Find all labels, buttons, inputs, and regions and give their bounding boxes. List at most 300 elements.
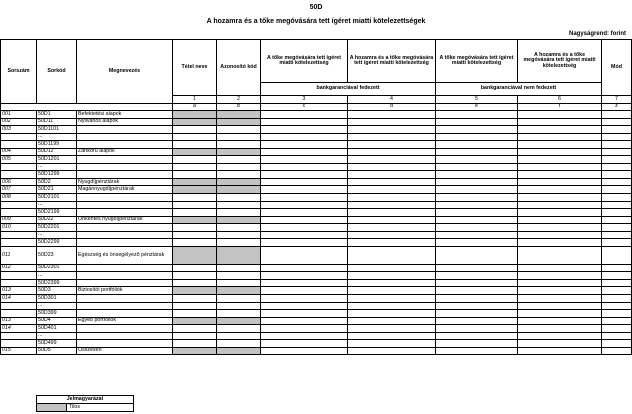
- cell-azonosito-kod[interactable]: [217, 171, 261, 179]
- cell-mod[interactable]: [602, 209, 632, 217]
- row-label: Nyugdíjpénztárak: [77, 178, 173, 186]
- cell-mod[interactable]: [602, 133, 632, 141]
- cell-col5[interactable]: [436, 141, 518, 149]
- table-row: [1, 186, 632, 194]
- row-label: [77, 126, 173, 134]
- row-label: [77, 310, 173, 318]
- row-number: 002: [1, 118, 37, 126]
- column-letter: f: [518, 103, 602, 111]
- cell-tetel-neve: [173, 186, 217, 194]
- cell-col6[interactable]: [518, 302, 602, 310]
- cell-tetel-neve[interactable]: [173, 126, 217, 134]
- cell-tetel-neve[interactable]: [173, 264, 217, 272]
- table-row: [1, 141, 632, 149]
- header-col6: A hozamra és a tőke megóvására tett ígéret miatti kötelezettség: [518, 40, 602, 83]
- cell-mod[interactable]: [602, 302, 632, 310]
- row-number: [1, 171, 37, 179]
- cell-col5[interactable]: [436, 156, 518, 164]
- cell-col4[interactable]: [348, 347, 436, 355]
- cell-col6[interactable]: [518, 347, 602, 355]
- column-number: 2: [217, 96, 261, 104]
- cell-col6[interactable]: [518, 156, 602, 164]
- cell-azonosito-kod[interactable]: [217, 325, 261, 333]
- cell-col5[interactable]: [436, 126, 518, 134]
- cell-col5[interactable]: [436, 209, 518, 217]
- row-label: [77, 325, 173, 333]
- cell-col4[interactable]: [348, 148, 436, 156]
- row-number: [1, 279, 37, 287]
- cell-col5[interactable]: [436, 347, 518, 355]
- cell-tetel-neve[interactable]: [173, 239, 217, 247]
- table-row: [1, 201, 632, 209]
- cell-tetel-neve[interactable]: [173, 302, 217, 310]
- cell-col6[interactable]: [518, 163, 602, 171]
- row-code: 50D2199: [37, 209, 77, 217]
- table-row: [1, 264, 632, 272]
- row-number: [1, 231, 37, 239]
- cell-col4[interactable]: [348, 332, 436, 340]
- cell-col3[interactable]: [261, 148, 348, 156]
- cell-col3[interactable]: [261, 246, 348, 264]
- cell-col5[interactable]: [436, 111, 518, 119]
- row-code: 50D2101: [37, 194, 77, 202]
- cell-tetel-neve[interactable]: [173, 310, 217, 318]
- cell-tetel-neve[interactable]: [173, 295, 217, 303]
- cell-col6[interactable]: [518, 239, 602, 247]
- cell-col5[interactable]: [436, 178, 518, 186]
- cell-col4[interactable]: [348, 302, 436, 310]
- cell-tetel-neve[interactable]: [173, 272, 217, 280]
- cell-tetel-neve[interactable]: [173, 279, 217, 287]
- cell-col5[interactable]: [436, 216, 518, 224]
- cell-mod[interactable]: [602, 347, 632, 355]
- cell-mod[interactable]: [602, 231, 632, 239]
- cell-col3[interactable]: [261, 126, 348, 134]
- cell-col6[interactable]: [518, 178, 602, 186]
- header-azonosito-kod: Azonosító kód: [217, 40, 261, 96]
- row-number: 010: [1, 224, 37, 232]
- column-number: 1: [173, 96, 217, 104]
- cell-col5[interactable]: [436, 239, 518, 247]
- cell-azonosito-kod: [217, 178, 261, 186]
- row-number: [1, 340, 37, 348]
- cell-mod[interactable]: [602, 148, 632, 156]
- cell-col5[interactable]: [436, 163, 518, 171]
- table-row: [1, 224, 632, 232]
- cell-col4[interactable]: [348, 317, 436, 325]
- cell-col6[interactable]: [518, 287, 602, 295]
- row-code: 50D1101: [37, 126, 77, 134]
- cell-col6[interactable]: [518, 310, 602, 318]
- cell-col5[interactable]: [436, 295, 518, 303]
- column-letter: z: [602, 103, 632, 111]
- row-code: 50D1299: [37, 171, 77, 179]
- cell-col5[interactable]: [436, 171, 518, 179]
- row-number: 003: [1, 126, 37, 134]
- cell-tetel-neve[interactable]: [173, 141, 217, 149]
- cell-azonosito-kod[interactable]: [217, 340, 261, 348]
- cell-azonosito-kod[interactable]: [217, 302, 261, 310]
- cell-azonosito-kod[interactable]: [217, 279, 261, 287]
- cell-col4[interactable]: [348, 186, 436, 194]
- table-row: [1, 347, 632, 355]
- cell-col3[interactable]: [261, 111, 348, 119]
- cell-col4[interactable]: [348, 201, 436, 209]
- cell-col5[interactable]: [436, 332, 518, 340]
- table-row: [1, 148, 632, 156]
- row-code: 50D2299: [37, 239, 77, 247]
- cell-azonosito-kod[interactable]: [217, 209, 261, 217]
- cell-mod[interactable]: [602, 317, 632, 325]
- cell-col3[interactable]: [261, 332, 348, 340]
- cell-mod[interactable]: [602, 295, 632, 303]
- cell-azonosito-kod[interactable]: [217, 163, 261, 171]
- cell-mod[interactable]: [602, 201, 632, 209]
- row-number: [1, 332, 37, 340]
- cell-col3[interactable]: [261, 272, 348, 280]
- cell-col4[interactable]: [348, 287, 436, 295]
- cell-col4[interactable]: [348, 310, 436, 318]
- cell-col3[interactable]: [261, 264, 348, 272]
- cell-col5[interactable]: [436, 272, 518, 280]
- row-label: [77, 302, 173, 310]
- cell-col3[interactable]: [261, 224, 348, 232]
- cell-col4[interactable]: [348, 178, 436, 186]
- cell-col6[interactable]: [518, 224, 602, 232]
- cell-azonosito-kod[interactable]: [217, 141, 261, 149]
- cell-tetel-neve[interactable]: [173, 325, 217, 333]
- column-number: 7: [602, 96, 632, 104]
- cell-col5[interactable]: [436, 118, 518, 126]
- row-label: [77, 156, 173, 164]
- unit-note: Nagyságrend: forint: [568, 31, 626, 37]
- cell-azonosito-kod: [217, 148, 261, 156]
- row-code: ...: [37, 201, 77, 209]
- cell-mod[interactable]: [602, 126, 632, 134]
- cell-mod[interactable]: [602, 325, 632, 333]
- row-code: 50D12: [37, 148, 77, 156]
- cell-col4[interactable]: [348, 163, 436, 171]
- cell-tetel-neve[interactable]: [173, 201, 217, 209]
- cell-col3[interactable]: [261, 171, 348, 179]
- cell-col6[interactable]: [518, 325, 602, 333]
- cell-col4[interactable]: [348, 295, 436, 303]
- cell-azonosito-kod[interactable]: [217, 201, 261, 209]
- cell-tetel-neve[interactable]: [173, 156, 217, 164]
- cell-mod[interactable]: [602, 272, 632, 280]
- row-label: Nyilvános alapok: [77, 118, 173, 126]
- row-label: [77, 209, 173, 217]
- header-megnevezes: Megnevezés: [77, 40, 173, 104]
- cell-col3[interactable]: [261, 310, 348, 318]
- cell-azonosito-kod[interactable]: [217, 310, 261, 318]
- cell-col6[interactable]: [518, 141, 602, 149]
- column-letter-row: [1, 103, 632, 111]
- row-code: ...: [37, 231, 77, 239]
- table-row: [1, 246, 632, 264]
- cell-col3[interactable]: [261, 287, 348, 295]
- cell-col6[interactable]: [518, 264, 602, 272]
- cell-col3[interactable]: [261, 156, 348, 164]
- legend-tilos-label: Tilos: [67, 404, 134, 412]
- cell-col3[interactable]: [261, 279, 348, 287]
- row-code: 50D1199: [37, 141, 77, 149]
- cell-col4[interactable]: [348, 264, 436, 272]
- cell-col6[interactable]: [518, 171, 602, 179]
- cell-col4[interactable]: [348, 133, 436, 141]
- cell-col3[interactable]: [261, 317, 348, 325]
- cell-col3[interactable]: [261, 302, 348, 310]
- cell-tetel-neve[interactable]: [173, 209, 217, 217]
- report-table: [0, 39, 632, 355]
- table-row: [1, 209, 632, 217]
- cell-col5[interactable]: [436, 287, 518, 295]
- cell-col4[interactable]: [348, 141, 436, 149]
- cell-mod[interactable]: [602, 163, 632, 171]
- header-col3: A tőke megóvására tett ígéret miatti kötelezettség: [261, 40, 348, 83]
- cell-col6[interactable]: [518, 186, 602, 194]
- table-row: [1, 126, 632, 134]
- letter-row-spacer: [1, 103, 173, 111]
- cell-mod[interactable]: [602, 216, 632, 224]
- cell-col5[interactable]: [436, 224, 518, 232]
- cell-tetel-neve: [173, 347, 217, 355]
- cell-col5[interactable]: [436, 325, 518, 333]
- cell-col6[interactable]: [518, 279, 602, 287]
- row-code: 50D301: [37, 295, 77, 303]
- cell-col6[interactable]: [518, 340, 602, 348]
- cell-tetel-neve[interactable]: [173, 332, 217, 340]
- row-number: 013: [1, 287, 37, 295]
- row-number: [1, 133, 37, 141]
- cell-col3[interactable]: [261, 231, 348, 239]
- cell-col4[interactable]: [348, 118, 436, 126]
- column-letter: a: [173, 103, 217, 111]
- cell-mod[interactable]: [602, 239, 632, 247]
- column-letter: b: [217, 103, 261, 111]
- cell-col4[interactable]: [348, 279, 436, 287]
- cell-mod[interactable]: [602, 224, 632, 232]
- row-code: 50D5: [37, 347, 77, 355]
- cell-azonosito-kod[interactable]: [217, 224, 261, 232]
- row-code: 50D1: [37, 111, 77, 119]
- cell-tetel-neve[interactable]: [173, 133, 217, 141]
- row-label: [77, 272, 173, 280]
- cell-col3[interactable]: [261, 295, 348, 303]
- row-code: 50D3: [37, 287, 77, 295]
- cell-col3[interactable]: [261, 239, 348, 247]
- cell-col3[interactable]: [261, 163, 348, 171]
- table-row: [1, 302, 632, 310]
- cell-col6[interactable]: [518, 231, 602, 239]
- cell-tetel-neve: [173, 148, 217, 156]
- cell-col3[interactable]: [261, 325, 348, 333]
- cell-col5[interactable]: [436, 186, 518, 194]
- cell-tetel-neve[interactable]: [173, 231, 217, 239]
- cell-col6[interactable]: [518, 332, 602, 340]
- cell-mod[interactable]: [602, 194, 632, 202]
- cell-tetel-neve[interactable]: [173, 171, 217, 179]
- table-row: [1, 231, 632, 239]
- row-code: 50D11: [37, 118, 77, 126]
- row-label: Egyéb portfóliók: [77, 317, 173, 325]
- cell-azonosito-kod[interactable]: [217, 295, 261, 303]
- cell-azonosito-kod: [217, 216, 261, 224]
- row-code: 50D23: [37, 246, 77, 264]
- cell-col6[interactable]: [518, 201, 602, 209]
- header-group-with-guarantee: bankgaranciával fedezett: [261, 83, 436, 96]
- cell-col3[interactable]: [261, 186, 348, 194]
- table-row: [1, 163, 632, 171]
- cell-col4[interactable]: [348, 216, 436, 224]
- cell-col4[interactable]: [348, 209, 436, 217]
- cell-azonosito-kod[interactable]: [217, 272, 261, 280]
- row-label: [77, 264, 173, 272]
- cell-tetel-neve[interactable]: [173, 194, 217, 202]
- row-code: ...: [37, 163, 77, 171]
- cell-col6[interactable]: [518, 118, 602, 126]
- cell-mod[interactable]: [602, 340, 632, 348]
- cell-mod[interactable]: [602, 310, 632, 318]
- cell-col5[interactable]: [436, 194, 518, 202]
- cell-tetel-neve: [173, 246, 217, 264]
- table-row: [1, 272, 632, 280]
- cell-col6[interactable]: [518, 216, 602, 224]
- cell-col6[interactable]: [518, 148, 602, 156]
- form-title: A hozamra és a tőke megóvására tett ígéret miatti kötelezettségek: [206, 18, 426, 25]
- cell-mod[interactable]: [602, 332, 632, 340]
- cell-mod[interactable]: [602, 111, 632, 119]
- cell-col5[interactable]: [436, 317, 518, 325]
- cell-mod[interactable]: [602, 279, 632, 287]
- cell-col3[interactable]: [261, 194, 348, 202]
- cell-tetel-neve[interactable]: [173, 224, 217, 232]
- row-number: [1, 163, 37, 171]
- cell-col3[interactable]: [261, 133, 348, 141]
- cell-azonosito-kod[interactable]: [217, 231, 261, 239]
- cell-tetel-neve[interactable]: [173, 163, 217, 171]
- table-row: [1, 156, 632, 164]
- cell-col4[interactable]: [348, 224, 436, 232]
- cell-col3[interactable]: [261, 118, 348, 126]
- table-row: [1, 239, 632, 247]
- cell-col3[interactable]: [261, 141, 348, 149]
- cell-col5[interactable]: [436, 231, 518, 239]
- column-number: 4: [348, 96, 436, 104]
- cell-col5[interactable]: [436, 340, 518, 348]
- table-row: [1, 118, 632, 126]
- cell-azonosito-kod[interactable]: [217, 126, 261, 134]
- cell-col4[interactable]: [348, 126, 436, 134]
- row-number: 011: [1, 246, 37, 264]
- cell-col3[interactable]: [261, 201, 348, 209]
- cell-col6[interactable]: [518, 194, 602, 202]
- cell-col4[interactable]: [348, 231, 436, 239]
- cell-col4[interactable]: [348, 194, 436, 202]
- cell-azonosito-kod[interactable]: [217, 133, 261, 141]
- cell-azonosito-kod: [217, 186, 261, 194]
- table-row: [1, 287, 632, 295]
- cell-col6[interactable]: [518, 272, 602, 280]
- table-row: [1, 295, 632, 303]
- cell-col5[interactable]: [436, 264, 518, 272]
- row-number: 015: [1, 347, 37, 355]
- cell-col5[interactable]: [436, 279, 518, 287]
- row-code: 50D2201: [37, 224, 77, 232]
- cell-col6[interactable]: [518, 111, 602, 119]
- row-label: Befektetési alapok: [77, 111, 173, 119]
- cell-mod[interactable]: [602, 178, 632, 186]
- cell-col3[interactable]: [261, 209, 348, 217]
- cell-col6[interactable]: [518, 126, 602, 134]
- cell-col6[interactable]: [518, 209, 602, 217]
- row-code: ...: [37, 133, 77, 141]
- cell-mod[interactable]: [602, 186, 632, 194]
- cell-col5[interactable]: [436, 148, 518, 156]
- cell-col4[interactable]: [348, 156, 436, 164]
- cell-azonosito-kod: [217, 287, 261, 295]
- cell-col4[interactable]: [348, 171, 436, 179]
- table-row: [1, 178, 632, 186]
- row-label: Összesen: [77, 347, 173, 355]
- row-label: [77, 224, 173, 232]
- cell-col5[interactable]: [436, 302, 518, 310]
- cell-col4[interactable]: [348, 246, 436, 264]
- cell-col5[interactable]: [436, 201, 518, 209]
- cell-col4[interactable]: [348, 340, 436, 348]
- cell-azonosito-kod[interactable]: [217, 156, 261, 164]
- cell-mod[interactable]: [602, 156, 632, 164]
- row-number: 012: [1, 264, 37, 272]
- header-tetel-neve: Tétel neve: [173, 40, 217, 96]
- cell-tetel-neve[interactable]: [173, 340, 217, 348]
- cell-col4[interactable]: [348, 325, 436, 333]
- cell-col6[interactable]: [518, 317, 602, 325]
- row-number: [1, 272, 37, 280]
- cell-azonosito-kod[interactable]: [217, 264, 261, 272]
- cell-mod[interactable]: [602, 287, 632, 295]
- table-row: [1, 171, 632, 179]
- cell-mod[interactable]: [602, 118, 632, 126]
- cell-mod[interactable]: [602, 264, 632, 272]
- cell-col6[interactable]: [518, 295, 602, 303]
- cell-col4[interactable]: [348, 111, 436, 119]
- row-code: 50D4: [37, 317, 77, 325]
- cell-azonosito-kod[interactable]: [217, 194, 261, 202]
- row-number: [1, 302, 37, 310]
- cell-azonosito-kod[interactable]: [217, 332, 261, 340]
- cell-col6[interactable]: [518, 246, 602, 264]
- cell-col4[interactable]: [348, 239, 436, 247]
- cell-mod[interactable]: [602, 141, 632, 149]
- table-row: [1, 340, 632, 348]
- cell-col4[interactable]: [348, 272, 436, 280]
- cell-col3[interactable]: [261, 340, 348, 348]
- cell-col3[interactable]: [261, 216, 348, 224]
- cell-mod[interactable]: [602, 171, 632, 179]
- cell-col5[interactable]: [436, 310, 518, 318]
- row-number: 006: [1, 178, 37, 186]
- cell-col3[interactable]: [261, 347, 348, 355]
- column-number: 3: [261, 96, 348, 104]
- cell-col5[interactable]: [436, 246, 518, 264]
- header-col5: A tőke megóvására tett ígéret miatti kötelezettség: [436, 40, 518, 83]
- cell-col3[interactable]: [261, 178, 348, 186]
- cell-col6[interactable]: [518, 133, 602, 141]
- cell-mod[interactable]: [602, 246, 632, 264]
- cell-col5[interactable]: [436, 133, 518, 141]
- cell-azonosito-kod[interactable]: [217, 239, 261, 247]
